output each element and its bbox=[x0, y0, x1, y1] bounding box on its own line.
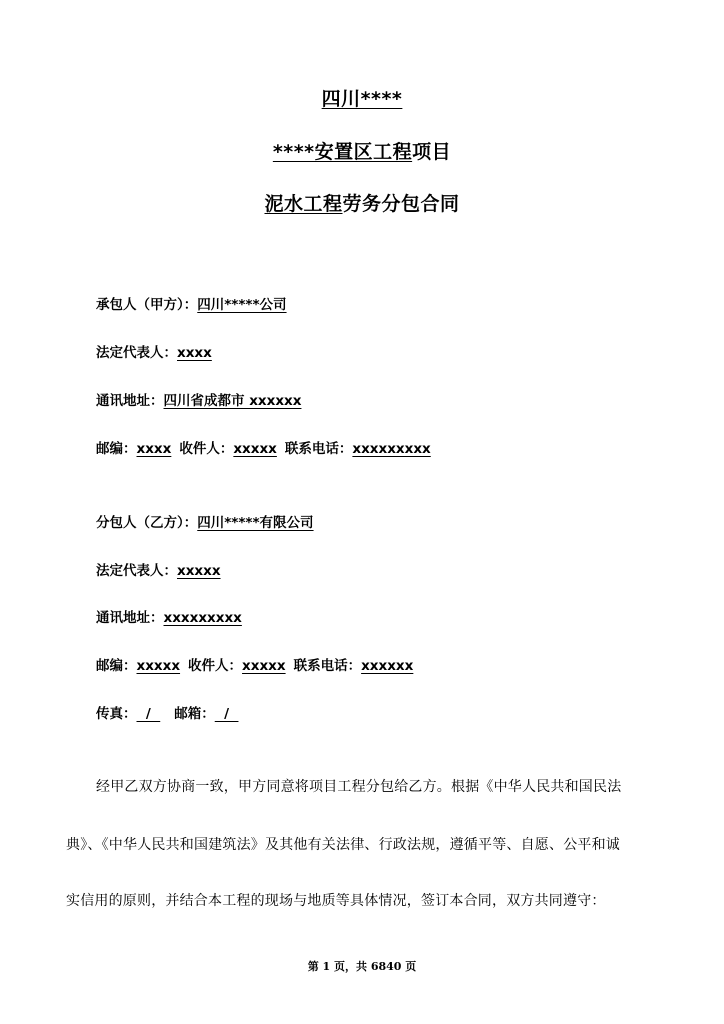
party-a-rep: xxxx bbox=[177, 345, 212, 361]
party-a-phone-label: 联系电话： bbox=[284, 441, 353, 457]
party-b-name: 四川*****有限公司 bbox=[197, 515, 314, 531]
title-project-suffix: 项目 bbox=[412, 141, 452, 163]
party-b-address-label: 通讯地址： bbox=[96, 610, 164, 626]
party-b-address: xxxxxxxxx bbox=[163, 610, 242, 626]
party-b-rep-label: 法定代表人： bbox=[96, 563, 177, 579]
party-a-address-label: 通讯地址： bbox=[96, 393, 164, 409]
party-a-address: 四川省成都市 xxxxxx bbox=[163, 393, 302, 409]
party-a-recipient: xxxxx bbox=[233, 441, 277, 457]
title-company-text: 四川**** bbox=[321, 88, 403, 110]
party-b-zip: xxxxx bbox=[136, 658, 181, 674]
party-b-recipient: xxxxx bbox=[242, 658, 286, 674]
body-line-3: 实信用的原则，并结合本工程的现场与地质等具体情况，签订本合同，双方共同遵守： bbox=[66, 893, 606, 909]
party-b-email-label: 邮箱： bbox=[174, 706, 215, 722]
party-a-contact-row bbox=[96, 437, 431, 457]
party-b-recipient-label: 收件人： bbox=[188, 658, 243, 674]
title-contract-suffix: 劳务分包合同 bbox=[342, 193, 460, 215]
party-a-name-row bbox=[96, 293, 287, 313]
party-b-name-row bbox=[96, 511, 314, 531]
party-b-fax: / bbox=[136, 706, 161, 722]
title-company bbox=[0, 84, 724, 111]
party-b-label: 分包人（乙方）： bbox=[96, 515, 198, 531]
party-a-zip-label: 邮编： bbox=[96, 441, 137, 457]
party-b-fax-label: 传真： bbox=[96, 706, 137, 722]
party-a-name: 四川*****公司 bbox=[197, 297, 287, 313]
party-b-rep: xxxxx bbox=[177, 563, 221, 579]
party-b-address-row bbox=[96, 606, 242, 626]
body-line-2: 典》、《中华人民共和国建筑法》及其他有关法律、行政法规，遵循平等、自愿、公平和诚 bbox=[66, 837, 620, 853]
party-a-rep-row bbox=[96, 341, 212, 361]
title-contract bbox=[0, 189, 724, 216]
party-b-phone-label: 联系电话： bbox=[293, 658, 362, 674]
party-a-phone: xxxxxxxxx bbox=[352, 441, 431, 457]
party-a-label: 承包人（甲方）： bbox=[96, 297, 198, 313]
party-a-zip: xxxx bbox=[136, 441, 172, 457]
title-project bbox=[0, 137, 724, 164]
party-b-rep-row bbox=[96, 559, 221, 579]
party-b-phone: xxxxxx bbox=[361, 658, 414, 674]
party-a-rep-label: 法定代表人： bbox=[96, 345, 177, 361]
party-b-fax-email-row bbox=[96, 702, 238, 722]
page-number: 第 1 页，共 6840 页 bbox=[307, 960, 417, 973]
party-b-contact-row bbox=[96, 654, 413, 674]
title-project-underlined: ****安置区工程 bbox=[272, 141, 413, 163]
body-line-1: 经甲乙双方协商一致，甲方同意将项目工程分包给乙方。根据《中华人民共和国民法 bbox=[96, 779, 622, 795]
party-b-zip-label: 邮编： bbox=[96, 658, 137, 674]
party-b-email: / bbox=[214, 706, 239, 722]
party-a-recipient-label: 收件人： bbox=[179, 441, 234, 457]
title-contract-underlined: 泥水工程 bbox=[264, 193, 343, 215]
party-a-address-row bbox=[96, 389, 301, 409]
